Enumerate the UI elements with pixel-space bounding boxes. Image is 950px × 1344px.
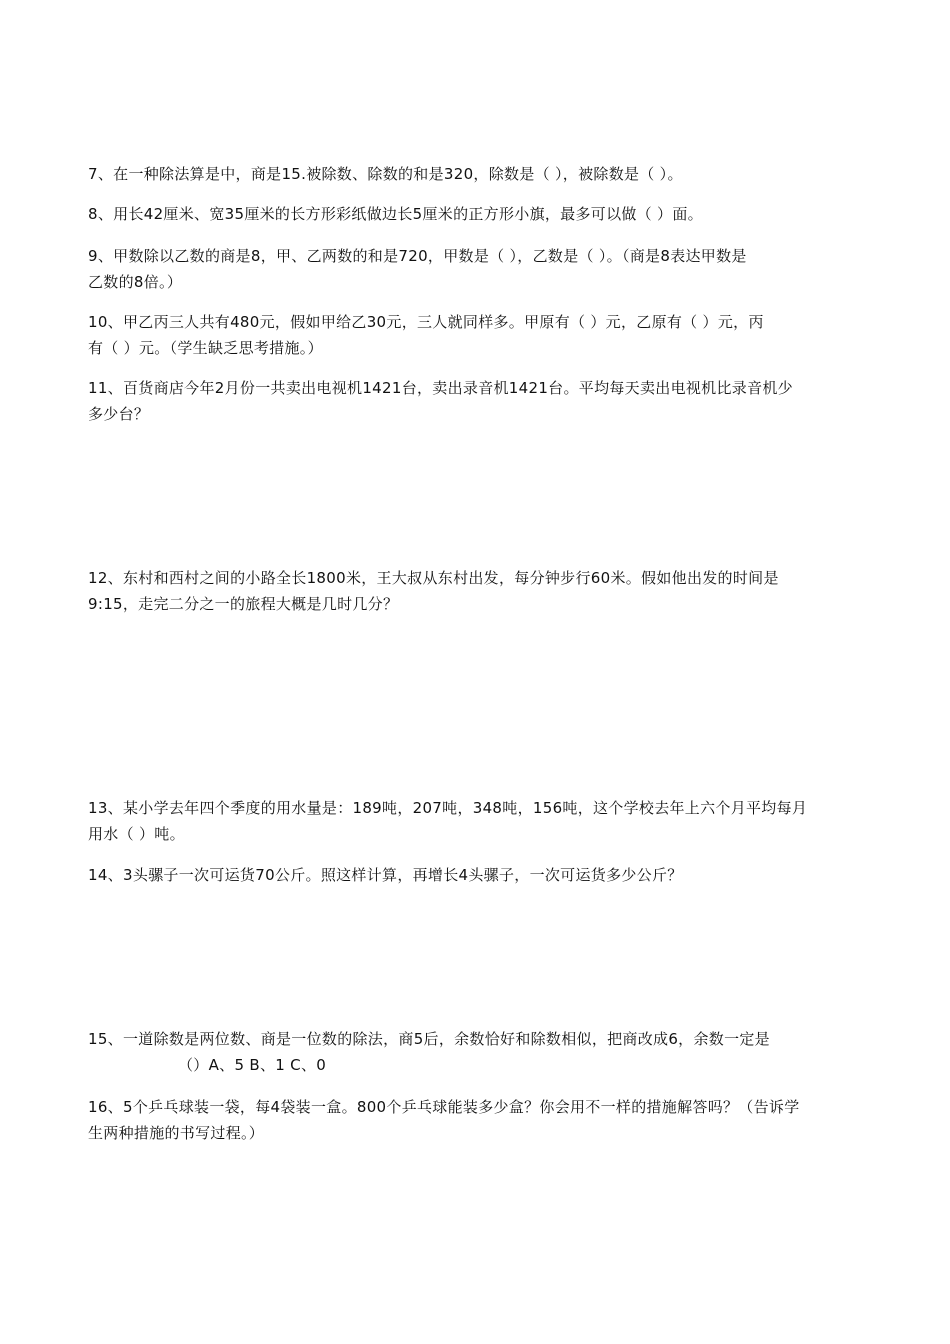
question-14 [88,862,864,888]
question-11-line-1: 11、百货商店今年2月份一共卖出电视机1421台，卖出录音机1421台。平均每天卖出电视机比录音机少 [88,379,793,397]
question-9 [88,243,864,295]
question-12-line-1: 12、东村和西村之间的小路全长1800米，王大叔从东村出发，每分钟步行60米。假如他出发的时间是 [88,569,779,587]
question-8 [88,201,864,227]
question-7-line-1: 7、在一种除法算是中，商是15.被除数、除数的和是320，除数是（ ），被除数是（ ）。 [88,165,683,183]
question-10 [88,309,864,361]
question-13-line-2: 用水（ ）吨。 [88,825,185,843]
question-11 [88,375,864,427]
question-15-options: （）A、5 B、1 C、0 [178,1056,327,1074]
question-13-line-1: 13、某小学去年四个季度的用水量是：189吨，207吨，348吨，156吨，这个学校去年上六个月平均每月 [88,799,808,817]
question-16-line-2: 生两种措施的书写过程。） [88,1124,265,1142]
question-13 [88,795,864,847]
question-12-line-2: 9:15，走完二分之一的旅程大概是几时几分？ [88,595,399,613]
question-14-line-1: 14、3头骡子一次可运货70公斤。照这样计算，再增长4头骡子，一次可运货多少公斤？ [88,866,683,884]
question-9-line-1: 9、甲数除以乙数的商是8，甲、乙两数的和是720，甲数是（ ），乙数是（ ）。（商是8表达甲数是 [88,247,747,265]
question-15 [88,1026,864,1078]
question-9-line-2: 乙数的8倍。） [88,273,183,291]
question-15-line-1: 15、一道除数是两位数、商是一位数的除法，商5后，余数恰好和除数相似，把商改成6，余数一定是 [88,1030,770,1048]
question-11-line-2: 多少台？ [88,405,150,423]
question-8-line-1: 8、用长42厘米、宽35厘米的长方形彩纸做边长5厘米的正方形小旗，最多可以做（ ）面。 [88,205,703,223]
question-10-line-1: 10、甲乙丙三人共有480元，假如甲给乙30元，三人就同样多。甲原有（ ）元，乙原有（ ）元，丙 [88,313,764,331]
question-10-line-2: 有（ ）元。（学生缺乏思考措施。） [88,339,323,357]
question-16 [88,1094,864,1146]
question-16-line-1: 16、5个乒乓球装一袋，每4袋装一盒。800个乒乓球能装多少盒？你会用不一样的措施解答吗？（告诉学 [88,1098,800,1116]
question-12 [88,565,864,617]
question-7 [88,161,864,187]
